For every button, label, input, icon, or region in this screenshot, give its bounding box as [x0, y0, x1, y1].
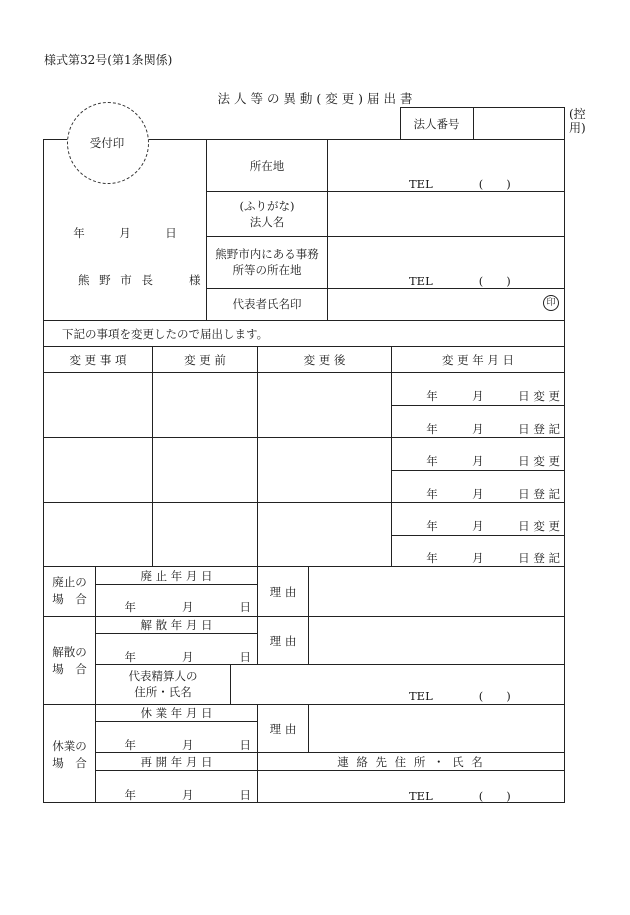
suspend-label-line2: 場 合 — [52, 756, 87, 770]
office-location-label-line1: 熊野市内にある事務 — [215, 247, 319, 261]
abolish-reason-field[interactable] — [309, 567, 564, 616]
header-change-date: 変 更 年 月 日 — [441, 353, 515, 367]
liquidator-tel: TEL ( ) — [409, 689, 511, 703]
header-change-item: 変 更 事 項 — [69, 353, 127, 367]
header-before: 変 更 前 — [184, 353, 226, 367]
abolish-label-line1: 廃止の — [52, 575, 87, 589]
row3-register-date: 年 月 日 登 記 — [426, 551, 560, 565]
office-tel: TEL ( ) — [409, 274, 511, 288]
notice-text: 下記の事項を変更したので届出します。 — [62, 327, 269, 341]
abolish-reason-label: 理 由 — [269, 585, 297, 599]
reopen-date: 年 月 日 — [124, 788, 251, 802]
form-title: 法 人 等 の 異 動 ( 変 更 ) 届 出 書 — [217, 91, 413, 106]
representative-field[interactable] — [328, 289, 538, 320]
corp-number-field[interactable] — [474, 108, 564, 139]
abolish-label-line2: 場 合 — [52, 592, 87, 606]
copy-mark: (控用) — [569, 107, 586, 135]
dissolve-date-label: 解 散 年 月 日 — [140, 618, 213, 632]
office-location-label-line2: 所等の所在地 — [232, 263, 302, 277]
corp-name-label: 法人名 — [249, 215, 285, 229]
liquidator-label-line2: 住所・氏名 — [134, 685, 192, 699]
corp-number-label: 法人番号 — [413, 117, 460, 131]
header-after: 変 更 後 — [303, 353, 346, 367]
dissolve-label-line2: 場 合 — [52, 662, 87, 676]
liquidator-label-line1: 代表精算人の — [128, 669, 198, 683]
address-tel: TEL ( ) — [409, 177, 511, 191]
furigana-label: (ふりがな) — [239, 199, 295, 213]
receipt-stamp-label: 受付印 — [89, 136, 125, 150]
suspend-label-line1: 休業の — [52, 739, 87, 753]
abolish-date: 年 月 日 — [124, 600, 251, 614]
suspend-reason-label: 理 由 — [269, 722, 297, 736]
seal-mark: 印 — [543, 295, 559, 311]
submission-date: 年 月 日 — [73, 226, 177, 240]
suspend-date: 年 月 日 — [124, 738, 251, 752]
contact-tel: TEL ( ) — [409, 789, 511, 803]
address-label: 所在地 — [249, 159, 285, 173]
row2-register-date: 年 月 日 登 記 — [426, 487, 560, 501]
suspend-reason-field[interactable] — [309, 705, 564, 752]
row3-change-date: 年 月 日 変 更 — [426, 519, 560, 533]
row1-change-date: 年 月 日 変 更 — [426, 389, 560, 403]
row1-register-date: 年 月 日 登 記 — [426, 422, 560, 436]
contact-label: 連 絡 先 住 所 ・ 氏 名 — [337, 755, 485, 769]
abolish-date-label: 廃 止 年 月 日 — [140, 569, 213, 583]
reopen-date-label: 再 開 年 月 日 — [140, 755, 213, 769]
sama-label: 様 — [189, 273, 201, 287]
representative-label: 代表者氏名印 — [232, 297, 302, 311]
dissolve-reason-field[interactable] — [309, 617, 564, 664]
liquidator-field[interactable] — [231, 665, 564, 704]
row2-change-date: 年 月 日 変 更 — [426, 454, 560, 468]
corp-name-field[interactable] — [328, 192, 564, 236]
dissolve-date: 年 月 日 — [124, 650, 251, 664]
mayor-label: 熊 野 市 長 — [78, 273, 156, 287]
form-number: 様式第32号(第1条関係) — [44, 53, 173, 67]
dissolve-label-line1: 解散の — [52, 645, 87, 659]
suspend-date-label: 休 業 年 月 日 — [140, 706, 213, 720]
dissolve-reason-label: 理 由 — [269, 634, 297, 648]
